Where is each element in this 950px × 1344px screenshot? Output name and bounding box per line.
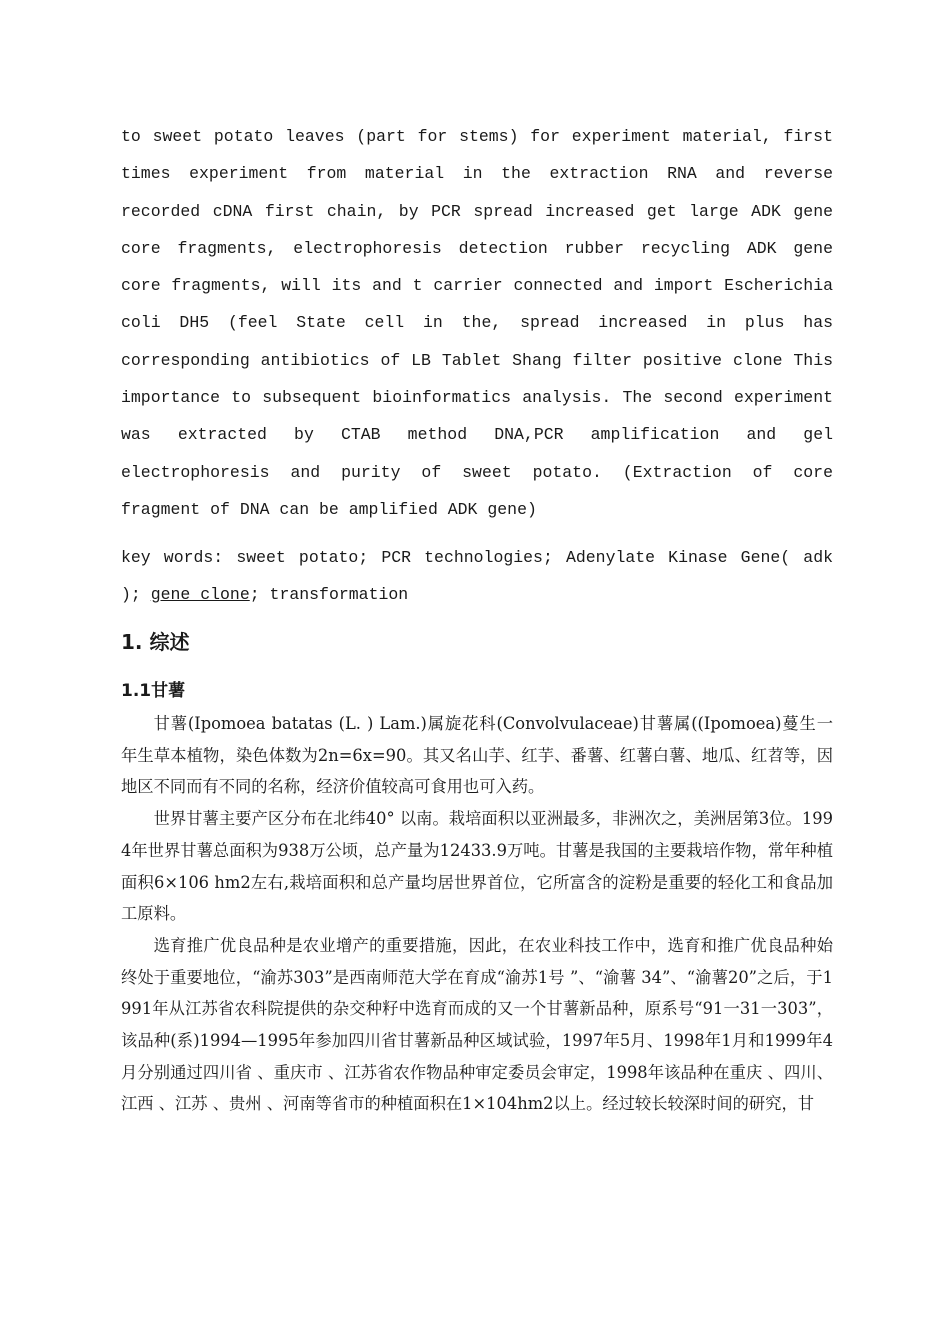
keywords-line <box>121 539 833 614</box>
body-paragraph: 选育推广优良品种是农业增产的重要措施，因此，在农业科技工作中，选育和推广优良品种始终处于重要地位，“渝苏303”是西南师范大学在育成“渝苏1号 ”、“渝薯 34”、“渝薯20”之后，于1991年从江苏省农科院提供的杂交种籽中选育而成的又一个甘薯新品种，原系号“91一31一303”，该品种(系)1994—1995年参加四川省甘薯新品种区域试验，1997年5月、1998年1月和1999年4月分别通过四川省 、重庆市 、江苏省农作物品种审定委员会审定，1998年该品种在重庆 、四川、江西 、江苏 、贵州 、河南等省市的种植面积在1×104hm2以上。经过较长较深时间的研究，甘 <box>121 935 833 1114</box>
section-heading-1: 1. 综述 <box>121 630 190 654</box>
keywords-underlined-term: gene clone <box>150 585 250 605</box>
keywords-lead: key words: sweet potato; PCR technologies; Adenylate Kinase Gene( adk ); <box>121 548 833 605</box>
subsection-heading-1-1: 1.1甘薯 <box>121 681 186 701</box>
body-paragraph: 甘薯(Ipomoea batatas (L. ) Lam.)属旋花科(Convolvulaceae)甘薯属((Ipomoea)蔓生一年生草本植物，染色体数为2n=6x=90。其又名山芋、红芋、番薯、红薯白薯、地瓜、红苕等，因地区不同而有不同的名称，经济价值较高可食用也可入药。 <box>121 714 833 797</box>
chinese-body <box>121 708 833 1120</box>
keywords-tail: ; transformation <box>249 585 409 605</box>
english-abstract: to sweet potato leaves (part for stems) for experiment material, first times experiment from material in the extraction RNA and reverse recorded cDNA first chain, by PCR spread increased get large ADK gene core fragments, electrophoresis detection rubber recycling ADK gene core fragments, will its and t carrier connected and import Escherichia coli DH5 (feel State cell in the, spread increased in plus has corresponding antibiotics of LB Tablet Shang filter positive clone This importance to subsequent bioinformatics analysis. The second experiment was extracted by CTAB method DNA,PCR amplification and gel electrophoresis and purity of sweet potato. (Extraction of core fragment of DNA can be amplified ADK gene) <box>121 127 833 519</box>
body-paragraph: 世界甘薯主要产区分布在北纬40° 以南。栽培面积以亚洲最多，非洲次之，美洲居第3位。1994年世界甘薯总面积为938万公顷，总产量为12433.9万吨。甘薯是我国的主要栽培作物，常年种植面积6×106 hm2左右,栽培面积和总产量均居世界首位，它所富含的淀粉是重要的轻化工和食品加工原料。 <box>121 809 833 924</box>
